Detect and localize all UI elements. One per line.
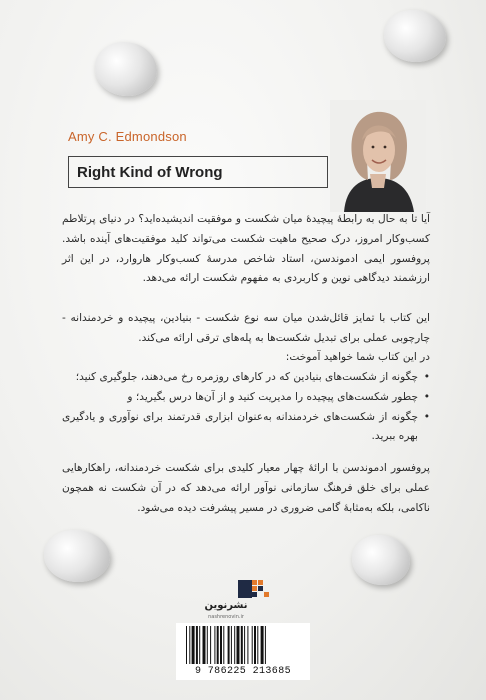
description-paragraph-1: آیا تا به حال به رابطهٔ پیچیدهٔ میان شکست و موفقیت اندیشیده‌اید؟ در دنیای پرتلاطم کسب‌وکار امروز، درک صحیح ماهیت شکست می‌تواند کلید موفقیت‌های آینده باشد. پروفسور ایمی ادموندسن، استاد شاخص مدرسهٔ کسب‌وکار هاروارد، در این اثر ارزشمند دیدگاهی نوین و کاربردی به مفهوم شکست ارائه می‌دهد. (62, 213, 430, 285)
author-name: Amy C. Edmondson (68, 129, 187, 144)
bullet-item: • چگونه از شکست‌های خردمندانه به‌عنوان ابزاری قدرتمند برای نوآوری و یادگیری بهره ببرید. (62, 408, 430, 448)
crumpled-paper-top-left (95, 42, 157, 96)
learn-heading: در این کتاب شما خواهید آموخت: (285, 351, 430, 363)
book-title: Right Kind of Wrong (68, 156, 328, 188)
publisher-logo-icon (218, 578, 274, 618)
author-photo (330, 100, 426, 212)
learn-bullets (62, 368, 430, 447)
description-paragraph-3: پروفسور ادموندسن با ارائهٔ چهار معیار کلیدی برای شکست خردمندانه، راهکارهایی عملی برای خلق فرهنگ سازمانی نوآور ارائه می‌دهد که در آن شکست نه همچون ناکامی، بلکه به‌مثابهٔ گامی ضروری در مسیر پیشرفت دیده می‌شود. (62, 462, 430, 514)
crumpled-paper-top-right (384, 10, 446, 62)
crumpled-paper-bottom-left (44, 530, 110, 582)
publisher-name: نشرنوین (204, 600, 248, 611)
isbn-number: 9 786225 213685 (194, 666, 291, 677)
bullet-item: • چطور شکست‌های پیچیده را مدیریت کنید و از آن‌ها درس بگیرید؛ و (62, 388, 430, 408)
publisher-url: nashrenovin.ir (208, 614, 244, 620)
crumpled-paper-bottom-right (352, 535, 410, 585)
bullet-item: • چگونه از شکست‌های بنیادین که در کارهای روزمره رخ می‌دهند، جلوگیری کنید؛ (62, 368, 430, 388)
description-paragraph-2: این کتاب با تمایز قائل‌شدن میان سه نوع شکست - بنیادین، پیچیده و خردمندانه - چارچوبی عملی برای تبدیل شکست‌ها به پله‌های ترقی ارائه می‌کند. (62, 312, 430, 344)
